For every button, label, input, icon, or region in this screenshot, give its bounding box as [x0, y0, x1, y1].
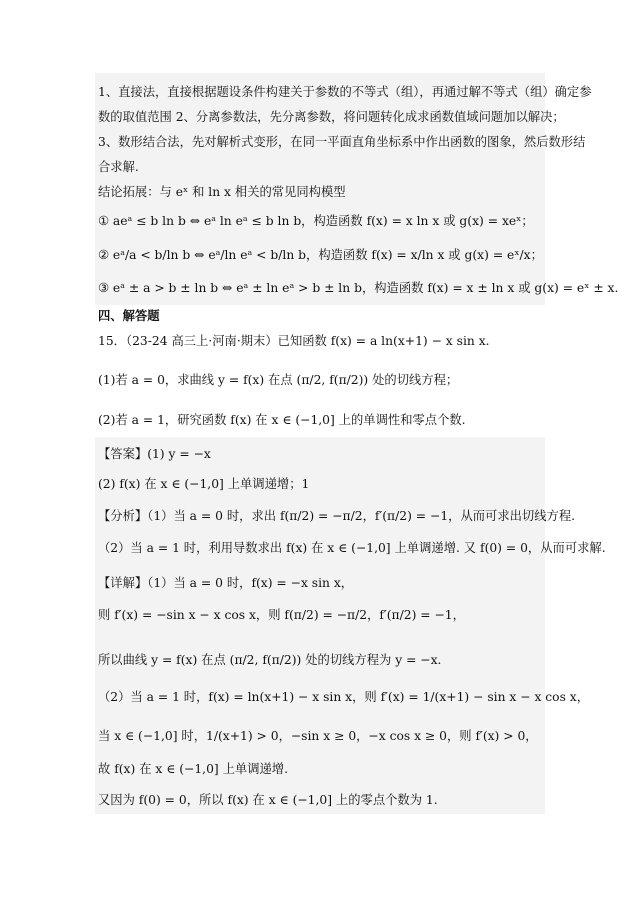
answer-line-1: 【答案】(1) y = −x	[98, 447, 211, 461]
analysis-line-2: （2）当 a = 1 时，利用导数求出 f(x) 在 x ∈ (−1,0] 上单调递增. 又 f(0) = 0，从而可求解.	[98, 541, 606, 555]
problem-stem: 15．（23-24 高三上·河南·期末）已知函数 f(x) = a ln(x+1) − x sin x.	[98, 334, 490, 348]
extension-title: 结论拓展：与 eˣ 和 ln x 相关的常见同构模型	[98, 185, 346, 199]
model-3: ③ eᵃ ± a > b ± ln b ⇔ eᵃ ± ln eᵃ > b ± ln b，构造函数 f(x) = x ± ln x 或 g(x) = eˣ ± x.	[98, 281, 619, 295]
model-2: ② eᵃ/a < b/ln b ⇔ eᵃ/ln eᵃ < b/ln b，构造函数 f(x) = x/ln x 或 g(x) = eˣ/x；	[98, 248, 543, 262]
section-title: 四、解答题	[98, 309, 160, 323]
detail-line-1: 【详解】（1）当 a = 0 时，f(x) = −x sin x，	[98, 576, 354, 590]
detail-line-7: 又因为 f(0) = 0，所以 f(x) 在 x ∈ (−1,0] 上的零点个数为 1.	[98, 793, 438, 807]
question-2: (2)若 a = 1，研究函数 f(x) 在 x ∈ (−1,0] 上的单调性和零点个数.	[98, 413, 466, 427]
detail-line-3: 所以曲线 y = f(x) 在点 (π/2, f(π/2)) 处的切线方程为 y = −x.	[98, 653, 442, 667]
solution-panel	[95, 437, 545, 814]
question-1: (1)若 a = 0，求曲线 y = f(x) 在点 (π/2, f(π/2)) 处的切线方程；	[98, 373, 459, 387]
detail-line-5: 当 x ∈ (−1,0] 时，1/(x+1) > 0，−sin x ≥ 0，−x cos x ≥ 0，则 f′(x) > 0，	[98, 729, 538, 743]
detail-line-6: 故 f(x) 在 x ∈ (−1,0] 上单调递增.	[98, 762, 289, 776]
answer-line-2: (2) f(x) 在 x ∈ (−1,0] 上单调递增；1	[98, 477, 310, 491]
method-line-4: 合求解.	[98, 160, 139, 174]
analysis-line-1: 【分析】（1）当 a = 0 时，求出 f(π/2) = −π/2，f′(π/2) = −1，从而可求出切线方程.	[98, 509, 576, 523]
detail-line-4: （2）当 a = 1 时，f(x) = ln(x+1) − x sin x，则 f′(x) = 1/(x+1) − sin x − x cos x，	[98, 690, 590, 704]
model-1: ① aeᵃ ≤ b ln b ⇔ eᵃ ln eᵃ ≤ b ln b，构造函数 f(x) = x ln x 或 g(x) = xeˣ；	[98, 214, 534, 228]
detail-line-2: 则 f′(x) = −sin x − x cos x，则 f(π/2) = −π/2，f′(π/2) = −1，	[98, 608, 465, 622]
method-line-1: 1、直接法，直接根据题设条件构建关于参数的不等式（组），再通过解不等式（组）确定参	[98, 85, 592, 99]
method-line-3: 3、数形结合法，先对解析式变形，在同一平面直角坐标系中作出函数的图象，然后数形结	[98, 135, 586, 149]
method-line-2: 数的取值范围 2、分离参数法，先分离参数，将问题转化成求函数值域问题加以解决；	[98, 110, 565, 124]
